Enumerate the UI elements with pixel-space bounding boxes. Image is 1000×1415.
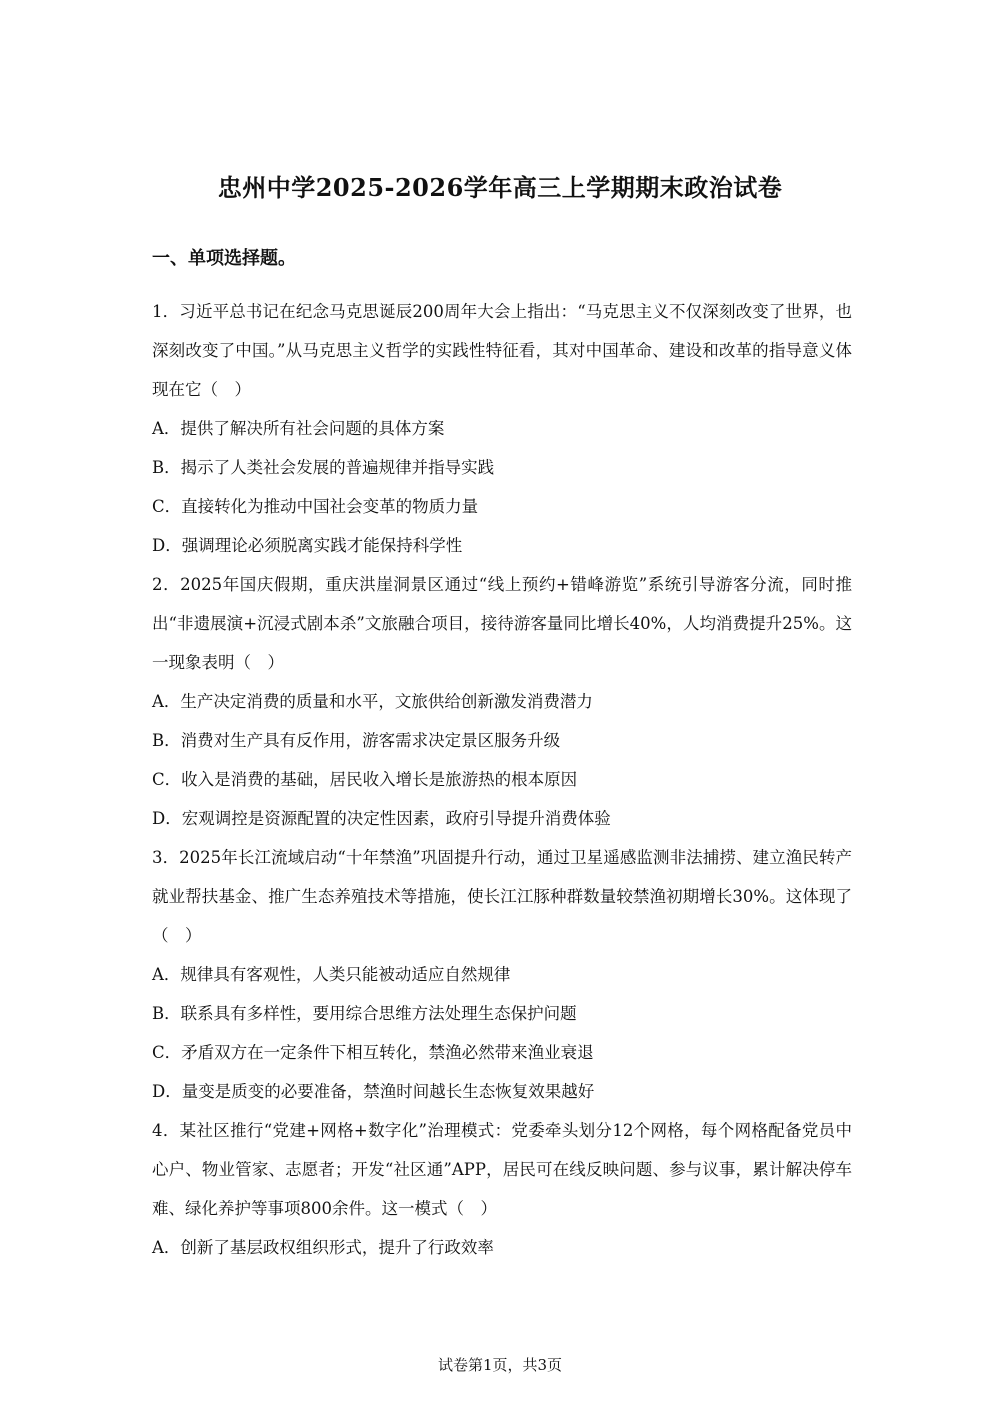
option-c: C．收入是消费的基础，居民收入增长是旅游热的根本原因 xyxy=(152,770,578,789)
question-stem: 1．习近平总书记在纪念马克思诞辰200周年大会上指出：“马克思主义不仅深刻改变了世界，也深刻改变了中国。”从马克思主义哲学的实践性特征看，其对中国革命、建设和改革的指导意义体现在它（ ） xyxy=(152,302,852,399)
option-b: B．消费对生产具有反作用，游客需求决定景区服务升级 xyxy=(152,731,561,750)
section-heading: 一、单项选择题。 xyxy=(152,248,296,269)
option-c: C．直接转化为推动中国社会变革的物质力量 xyxy=(152,497,479,516)
page-footer: 试卷第1页，共3页 xyxy=(437,1356,563,1374)
option-d: D．量变是质变的必要准备，禁渔时间越长生态恢复效果越好 xyxy=(152,1082,595,1101)
question-1 xyxy=(152,292,852,565)
option-b: B．揭示了人类社会发展的普遍规律并指导实践 xyxy=(152,458,495,477)
option-d: D．强调理论必须脱离实践才能保持科学性 xyxy=(152,536,463,555)
questions-container xyxy=(152,292,852,1267)
option-a: A．规律具有客观性，人类只能被动适应自然规律 xyxy=(152,965,511,984)
option-d: D．宏观调控是资源配置的决定性因素，政府引导提升消费体验 xyxy=(152,809,611,828)
option-a: A．创新了基层政权组织形式，提升了行政效率 xyxy=(152,1238,494,1257)
question-2 xyxy=(152,565,852,838)
question-stem: 3．2025年长江流域启动“十年禁渔”巩固提升行动，通过卫星遥感监测非法捕捞、建立渔民转产就业帮扶基金、推广生态养殖技术等措施，使长江江豚种群数量较禁渔初期增长30%。这体现了（ ） xyxy=(152,848,852,945)
option-c: C．矛盾双方在一定条件下相互转化，禁渔必然带来渔业衰退 xyxy=(152,1043,594,1062)
option-b: B．联系具有多样性，要用综合思维方法处理生态保护问题 xyxy=(152,1004,577,1023)
question-3 xyxy=(152,838,852,1111)
question-stem: 2．2025年国庆假期，重庆洪崖洞景区通过“线上预约+错峰游览”系统引导游客分流，同时推出“非遗展演+沉浸式剧本杀”文旅融合项目，接待游客量同比增长40%，人均消费提升25%。这一现象表明（ ） xyxy=(152,575,852,672)
question-stem: 4．某社区推行“党建+网格+数字化”治理模式：党委牵头划分12个网格，每个网格配备党员中心户、物业管家、志愿者；开发“社区通”APP，居民可在线反映问题、参与议事，累计解决停车难、绿化养护等事项800余件。这一模式（ ） xyxy=(152,1121,852,1218)
question-4 xyxy=(152,1111,852,1267)
option-a: A．生产决定消费的质量和水平，文旅供给创新激发消费潜力 xyxy=(152,692,593,711)
exam-title: 忠州中学2025-2026学年高三上学期期末政治试卷 xyxy=(217,173,783,202)
option-a: A．提供了解决所有社会问题的具体方案 xyxy=(152,419,445,438)
